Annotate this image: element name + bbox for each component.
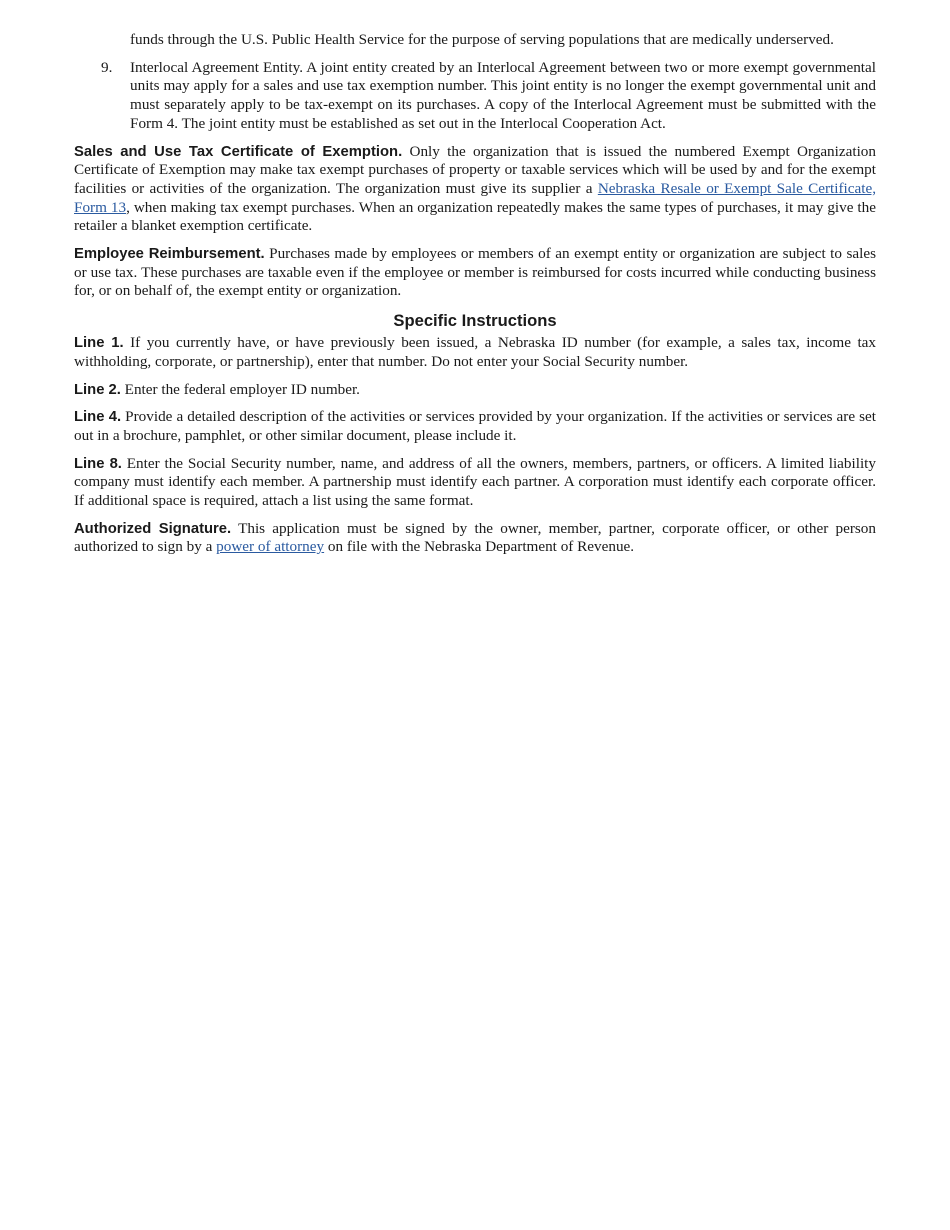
list-item-text: Interlocal Agreement Entity. A joint entity created by an Interlocal Agreement between two or more exempt governmental units may apply for a sales and use tax exemption number. This joint entity is no longer the exempt governmental unit and must separately apply to be tax-exempt on its purchases. A copy of the Interlocal Agreement must be submitted with the Form 4. The joint entity must be established as set out in the Interlocal Cooperation Act.: [130, 58, 876, 132]
section-heading: Specific Instructions: [393, 311, 557, 331]
authorized-signature-paragraph: [74, 520, 876, 557]
paragraph-text: Enter the Social Security number, name, and address of all the owners, members, partners, or officers. A limited liability company must identify each member. A partnership must identify each partner. A corporation must identify each corporate officer. If additional space is required, attach a list using the same format.: [74, 454, 876, 510]
paragraph-lead: Employee Reimbursement.: [74, 246, 265, 263]
sales-use-tax-paragraph: [74, 143, 876, 237]
list-item-9: [74, 59, 876, 134]
paragraph-text: on file with the Nebraska Department of Revenue.: [324, 538, 635, 556]
paragraph-lead: Line 2.: [74, 381, 121, 398]
paragraph-lead: Authorized Signature.: [74, 520, 232, 537]
paragraph-text: Provide a detailed description of the activities or services provided by your organization. If the activities or services are set out in a brochure, pamphlet, or other similar document, please include it.: [74, 408, 876, 444]
line-1-paragraph: [74, 334, 876, 371]
paragraph-lead: Line 1.: [74, 335, 124, 352]
paragraph-text: , when making tax exempt purchases. When an organization repeatedly makes the same types of purchases, it may give the retailer a blanket exemption certificate.: [74, 198, 876, 235]
form-13-link[interactable]: Nebraska Resale or Exempt Sale Certificate, Form 13: [74, 179, 876, 216]
paragraph-text: This application must be signed by the owner, member, partner, corporate officer, or other person authorized to sign by a: [74, 519, 876, 556]
line-2-paragraph: [74, 381, 876, 400]
line-4-paragraph: [74, 408, 876, 445]
list-item-8-continuation: funds through the U.S. Public Health Service for the purpose of serving populations that are medically underserved.: [130, 31, 834, 48]
paragraph-lead: Line 4.: [74, 409, 122, 426]
paragraph-lead: Sales and Use Tax Certificate of Exemption.: [74, 143, 403, 160]
line-8-paragraph: [74, 455, 876, 511]
paragraph-text: If you currently have, or have previously been issued, a Nebraska ID number (for example, a sales tax, income tax withholding, corporate, or partnership), enter that number. Do not enter your Social Security number.: [74, 334, 876, 370]
power-of-attorney-link[interactable]: power of attorney: [216, 538, 325, 556]
paragraph-text: Only the organization that is issued the numbered Exempt Organization Certificate of Exemption may make tax exempt purchases of property or taxable services which will be used by and for the exempt facilities or activities of the organization. The organization must give its supplier a: [74, 142, 876, 197]
paragraph-text: Purchases made by employees or members of an exempt entity or organization are subject to sales or use tax. These purchases are taxable even if the employee or member is reimbursed for costs incurred while conducting business for, or on behalf of, the exempt entity or organization.: [74, 245, 876, 300]
paragraph-text: Enter the federal employer ID number.: [120, 380, 360, 398]
paragraph-lead: Line 8.: [74, 455, 122, 472]
employee-reimbursement-paragraph: [74, 245, 876, 301]
list-item-number: 9.: [101, 58, 113, 76]
instructions-page: [74, 31, 876, 557]
